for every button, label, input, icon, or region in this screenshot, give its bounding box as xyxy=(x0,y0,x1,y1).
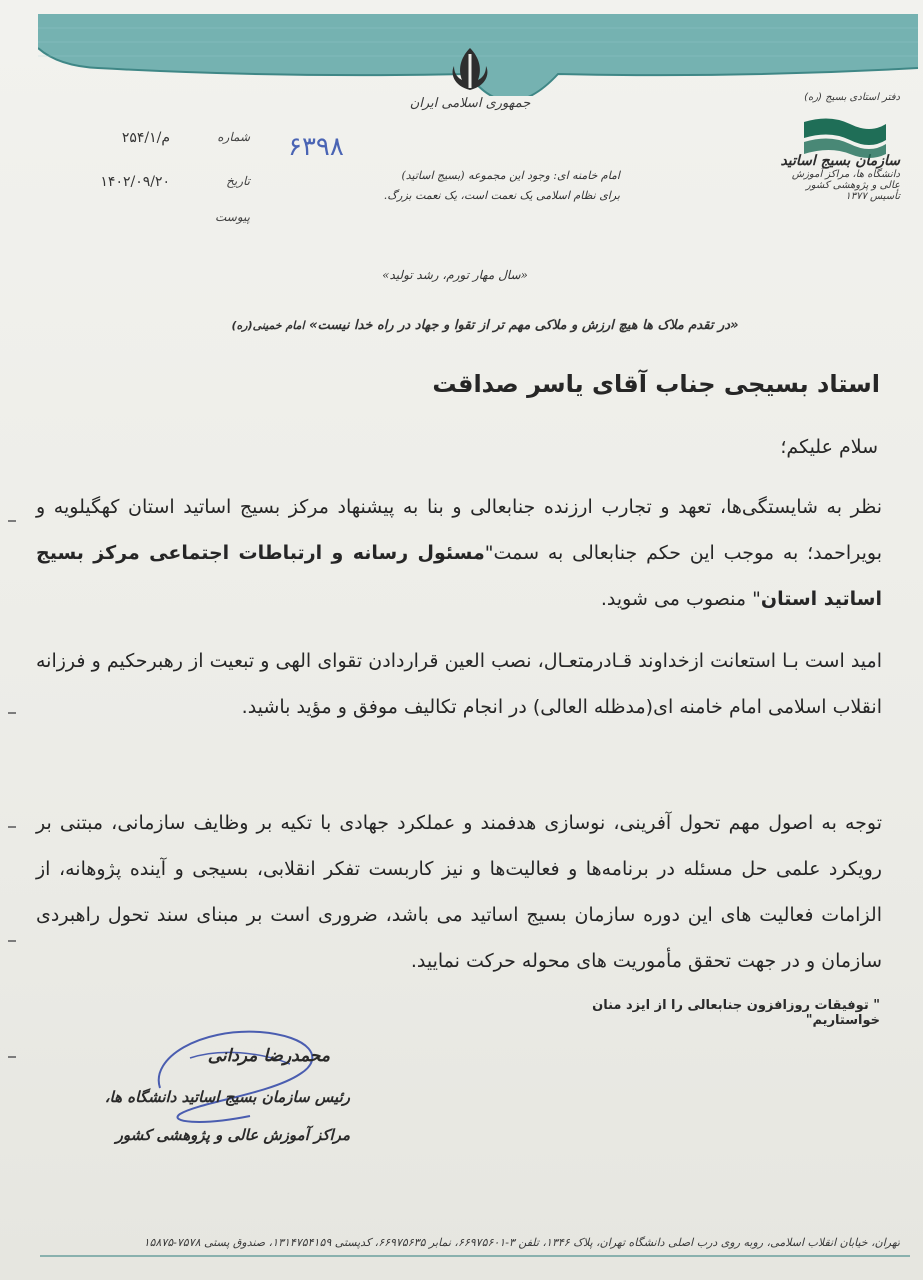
number-label: شماره xyxy=(217,130,250,144)
edge-mark xyxy=(8,940,16,942)
edge-mark xyxy=(8,1056,16,1058)
handwritten-number: ۶۳۹۸ xyxy=(288,132,344,162)
edge-mark xyxy=(8,826,16,828)
position-title: مسئول رسانه و ارتباطات اجتماعی مرکز بسیج اساتید استان xyxy=(36,542,882,610)
paragraph-1-end: " منصوب می شوید. xyxy=(600,588,761,610)
basij-logo xyxy=(780,92,900,242)
edge-mark xyxy=(8,520,16,522)
attachment-label: پیوست xyxy=(215,210,250,224)
header-quote-line: برای نظام اسلامی یک نعمت است، یک نعمت بزرگ. xyxy=(383,189,620,202)
paragraph-3: توجه به اصول مهم تحول آفرینی، نوسازی هدفمند و عملکرد جهادی با تکیه بر وظایف سازمانی، مبتنی بر رویکرد علمی حل مسئله در برنامه‌ها و فعالیت‌ها و نیز کاربست تفکر انقلابی، بسیجی و آینده پژوهانه، از الزامات فعالیت های این دوره سازمان بسیج اساتید می باشد، ضروری است بر مبنای سند تحول راهبردی سازمان و در جهت تحقق مأموریت های محوله حرکت نمایید. xyxy=(36,812,882,972)
year-slogan: «سال مهار تورم، رشد تولید» xyxy=(382,268,528,282)
paragraph-1 xyxy=(36,484,882,622)
logo-org-name: سازمان بسیج اساتید xyxy=(780,153,900,169)
khomeini-quote-author: امام خمینی(ره) xyxy=(231,319,305,332)
signer-title-1: رئیس سازمان بسیج اساتید دانشگاه ها، xyxy=(104,1088,350,1106)
number-value: ۲۵۴/۱/م xyxy=(121,130,170,146)
iran-emblem-icon xyxy=(448,44,492,92)
khomeini-quote xyxy=(140,318,830,333)
logo-top-text: دفتر استادی بسیج (ره) xyxy=(804,92,900,103)
letter-meta xyxy=(60,130,250,240)
paragraph-1-text: نظر به شایستگی‌ها، تعهد و تجارب ارزنده جنابعالی و بنا به پیشنهاد مرکز بسیج اساتید استان کهگیلویه و بویراحمد؛ به موجب این حکم جنابعالی به سمت" xyxy=(36,496,882,564)
signature-block xyxy=(90,1040,350,1160)
addressee: استاد بسیجی جناب آقای یاسر صداقت xyxy=(432,370,880,398)
header-quote-line: امام خامنه ای: وجود این مجموعه (بسیج اساتید) xyxy=(401,169,620,182)
closing-line: " توفیقات روزافزون جنابعالی را از ایزد منان خواستاریم" xyxy=(592,998,880,1028)
logo-subtext: دانشگاه ها، مراکز آموزش عالی و پژوهشی کشور xyxy=(791,169,900,191)
logo-established: تأسیس ۱۳۷۷ xyxy=(845,191,900,202)
footer-address: تهران، خیابان انقلاب اسلامی، روبه روی درب اصلی دانشگاه تهران، پلاک ۱۳۴۶، تلفن ۳-۶۶۹۷۵۶۰۱، نمابر ۶۶۹۷۵۶۳۵، کدپستی ۱۳۱۴۷۵۴۱۵۹، صندوق پستی ۷۵۷۸-۱۵۸۷۵ xyxy=(143,1236,900,1249)
paragraph-2: امید است بـا استعانت ازخداوند قـادرمتعـال، نصب العین قراردادن تقوای الهی و تبعیت از رهبرحکیم و فرزانه انقلاب اسلامی امام خامنه ای(مدظله العالی) در انجام تکالیف موفق و مؤید باشید. xyxy=(36,650,882,718)
header-quote xyxy=(380,166,620,206)
emblem-caption: جمهوری اسلامی ایران xyxy=(409,96,531,111)
khomeini-quote-text: «در تقدم ملاک ها هیچ ارزش و ملاکی مهم تر از تقوا و جهاد در راه خدا نیست» xyxy=(309,318,739,333)
green-flag-icon xyxy=(800,114,890,162)
signer-name: محمدرضا مردانی xyxy=(207,1046,330,1066)
date-value: ۱۴۰۲/۰۹/۲۰ xyxy=(100,174,170,190)
edge-mark xyxy=(8,712,16,714)
greeting: سلام علیکم؛ xyxy=(780,436,878,458)
signer-title-2: مراکز آموزش عالی و پژوهشی کشور xyxy=(115,1126,350,1144)
date-label: تاریخ xyxy=(226,174,250,188)
